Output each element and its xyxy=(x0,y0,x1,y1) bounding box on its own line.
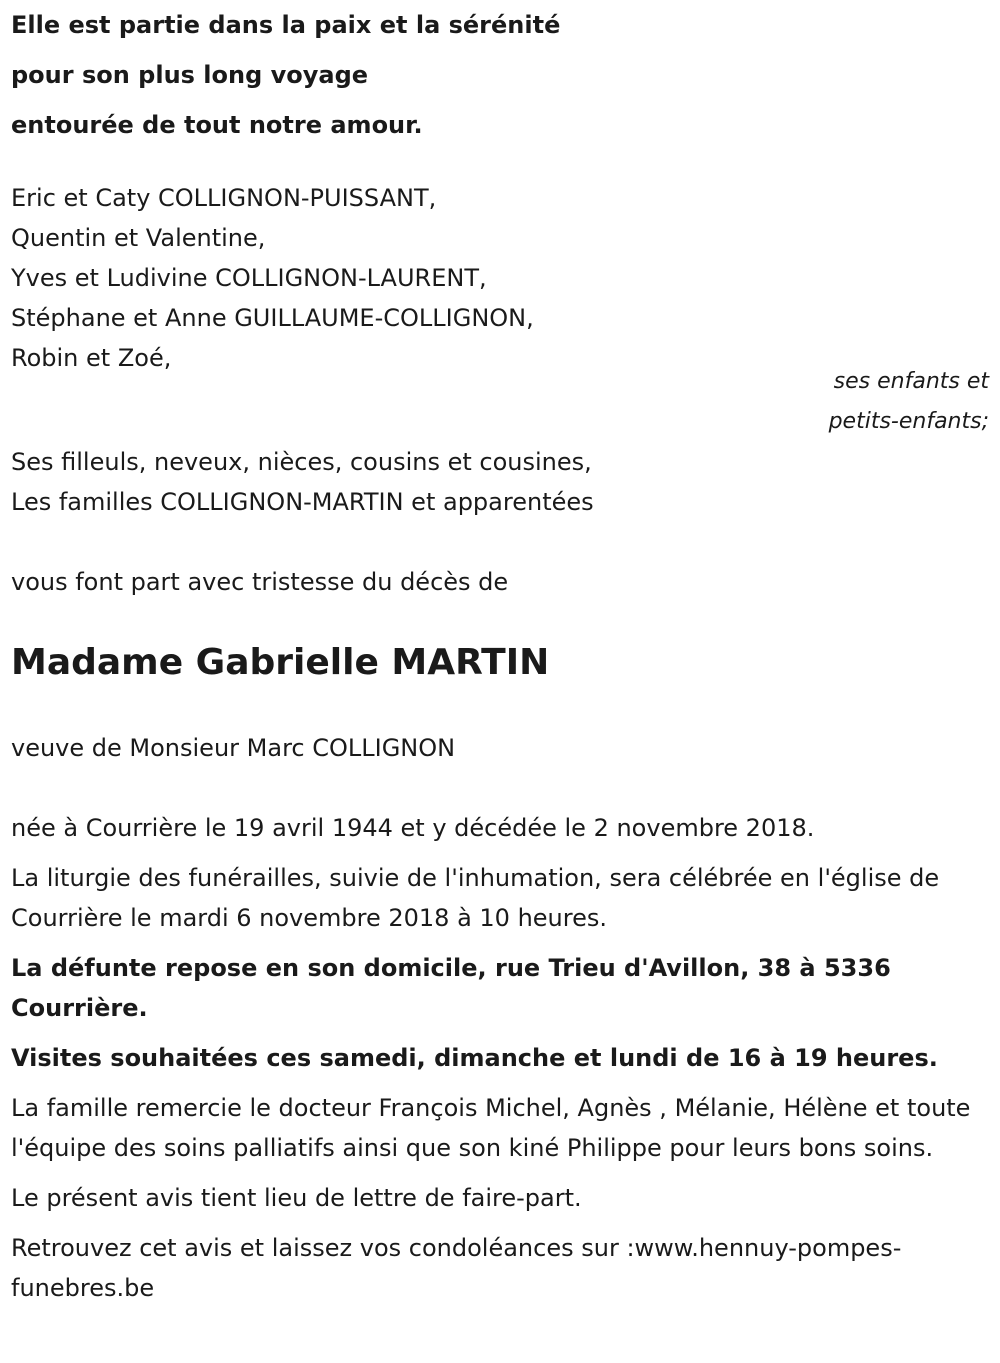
website-line: Retrouvez cet avis et laissez vos condoléances sur :www.hennuy-pompes-funebres.be xyxy=(11,1234,902,1302)
thanks-message: La famille remercie le docteur François Michel, Agnès , Mélanie, Hélène et toute l'équipe des soins palliatifs ainsi que son kiné Philippe pour leurs bons soins. xyxy=(11,1094,971,1162)
family-role-line: petits-enfants; xyxy=(828,409,989,434)
other-family-line: Ses filleuls, neveux, nièces, cousins et cousines, xyxy=(11,448,592,476)
funeral-details: La liturgie des funérailles, suivie de l'inhumation, sera célébrée en l'église de Courrière le mardi 6 novembre 2018 à 10 heures. xyxy=(11,864,940,932)
other-family xyxy=(11,442,991,522)
family-names xyxy=(11,178,991,378)
widow-of: veuve de Monsieur Marc COLLIGNON xyxy=(11,734,456,762)
family-name-line: Robin et Zoé, xyxy=(11,344,172,372)
family-name-line: Stéphane et Anne GUILLAUME-COLLIGNON, xyxy=(11,304,534,332)
visiting-hours: Visites souhaitées ces samedi, dimanche et lundi de 16 à 19 heures. xyxy=(11,1044,938,1072)
intro-line: entourée de tout notre amour. xyxy=(11,111,423,139)
intro-line: Elle est partie dans la paix et la sérénité xyxy=(11,11,561,39)
birth-death-dates: née à Courrière le 19 avril 1944 et y décédée le 2 novembre 2018. xyxy=(11,814,815,842)
family-name-line: Quentin et Valentine, xyxy=(11,224,266,252)
obituary-notice xyxy=(11,0,991,1308)
resting-place: La défunte repose en son domicile, rue Trieu d'Avillon, 38 à 5336 Courrière. xyxy=(11,954,891,1022)
deceased-name: Madame Gabrielle MARTIN xyxy=(11,642,550,683)
other-family-line: Les familles COLLIGNON-MARTIN et apparentées xyxy=(11,488,594,516)
intro-verse xyxy=(11,0,991,150)
announcement: vous font part avec tristesse du décès de xyxy=(11,568,509,596)
intro-line: pour son plus long voyage xyxy=(11,61,369,89)
family-name-line: Yves et Ludivine COLLIGNON-LAURENT, xyxy=(11,264,487,292)
family-name-line: Eric et Caty COLLIGNON-PUISSANT, xyxy=(11,184,437,212)
notice-statement: Le présent avis tient lieu de lettre de faire-part. xyxy=(11,1184,582,1212)
family-role-line: ses enfants et xyxy=(833,369,989,394)
